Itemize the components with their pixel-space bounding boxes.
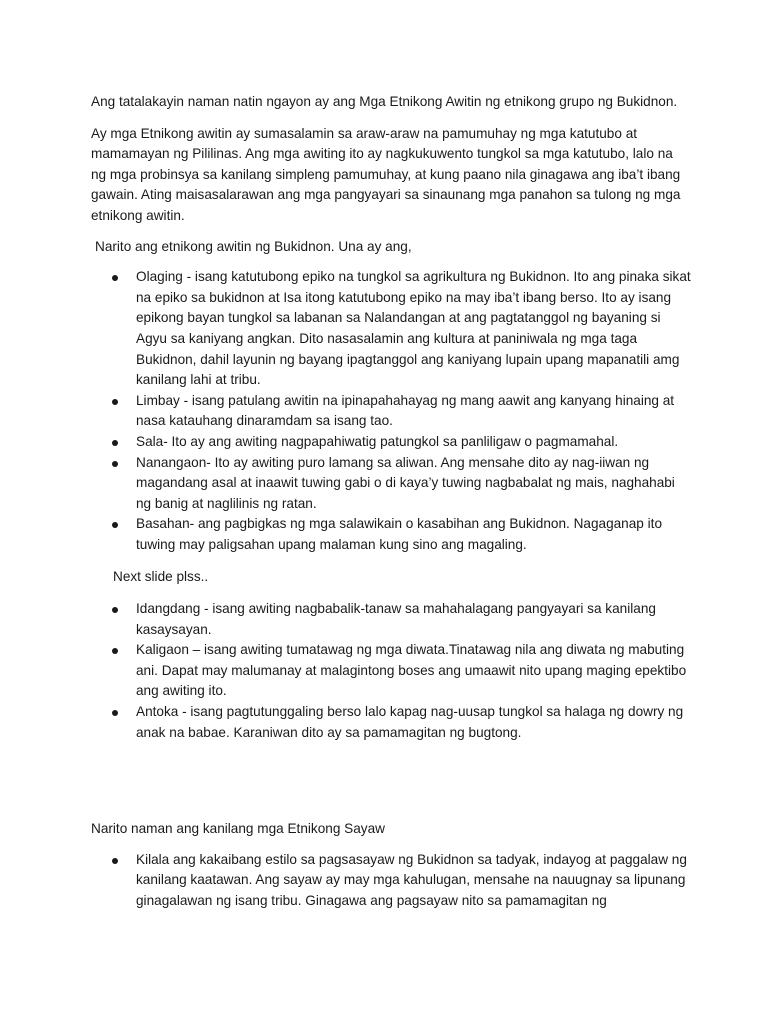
next-slide-note: Next slide plss.. (113, 569, 209, 585)
list-item (91, 514, 691, 555)
document-page (91, 92, 691, 912)
list-item (91, 267, 691, 391)
list-item (91, 391, 691, 432)
bullet-icon (112, 607, 118, 613)
list-item (91, 640, 691, 702)
list-item-text: Olaging - isang katutubong epiko na tungkol sa agrikultura ng Bukidnon. Ito ang pinaka sikat na epiko sa bukidnon at Isa itong katutubong epiko na may iba’t ibang berso. Ito ay isang epikong bayan tungkol sa labanan sa Nalandangan at ang pagtatanggol ng bayaning si Agyu sa kaniyang angkan. Dito nasasalamin ang kultura at paniniwala ng mga taga Bukidnon, dahil layunin ng bayang ipagtanggol ang kaniyang lupain upang mapanatili amg kanilang lahi at tribu. (136, 269, 691, 388)
list-item (91, 432, 691, 453)
bullet-icon (112, 440, 118, 446)
bullet-icon (112, 710, 118, 716)
list-item (91, 702, 691, 743)
list-item-text: Idangdang - isang awiting nagbabalik-tanaw sa mahahalagang pangyayari sa kanilang kasaysayan. (136, 601, 656, 637)
songs-list (91, 267, 691, 555)
bullet-icon (112, 522, 118, 528)
bullet-icon (112, 275, 118, 281)
list-item (91, 599, 691, 640)
bullet-icon (112, 461, 118, 467)
list-item (91, 850, 691, 912)
songs-lead: Narito ang etnikong awitin ng Bukidnon. Una ay ang, (95, 238, 412, 254)
list-item-text: Antoka - isang pagtutunggaling berso lalo kapag nag-uusap tungkol sa halaga ng dowry ng anak na babae. Karaniwan dito ay sa pamamagitan ng bugtong. (136, 704, 684, 740)
songs-list-2 (91, 599, 691, 743)
dances-list (91, 850, 691, 912)
bullet-icon (112, 399, 118, 405)
list-item-text: Basahan- ang pagbigkas ng mga salawikain o kasabihan ang Bukidnon. Nagaganap ito tuwing may paligsahan upang malaman kung sino ang magaling. (136, 516, 663, 552)
list-item-text: Kilala ang kakaibang estilo sa pagsasayaw ng Bukidnon sa tadyak, indayog at paggalaw ng kanilang kaatawan. Ang sayaw ay may mga kahulugan, mensahe na nauugnay sa lipunang ginagalawan ng isang tribu. Ginagawa ang pagsayaw nito sa pamamagitan ng (136, 851, 687, 908)
bullet-icon (112, 648, 118, 654)
list-item-text: Nanangaon- Ito ay awiting puro lamang sa aliwan. Ang mensahe dito ay nag-iiwan ng magandang asal at inaawit tuwing gabi o di kaya’y tuwing nagbabalat ng mais, naghahabi ng banig at naglilinis ng ratan. (136, 454, 675, 511)
list-item-text: Limbay - isang patulang awitin na ipinapahahayag ng mang aawit ang kanyang hinaing at nasa katauhang dinaramdam sa isang tao. (136, 392, 675, 429)
list-item-text: Sala- Ito ay ang awiting nagpapahiwatig patungkol sa panliligaw o pagmamahal. (136, 433, 619, 449)
intro-paragraph: Ang tatalakayin naman natin ngayon ay ang Mga Etnikong Awitin ng etnikong grupo ng Bukidnon. (91, 94, 678, 109)
list-item-text: Kaligaon – isang awiting tumatawag ng mga diwata.Tinatawag nila ang diwata ng mabuting ani. Dapat may malumanay at malagintong boses ang umaawit nito upang maging epektibo ang awiting ito. (136, 642, 687, 699)
bullet-icon (112, 858, 118, 864)
dance-heading: Narito naman ang kanilang mga Etnikong Sayaw (91, 821, 385, 837)
list-item (91, 453, 691, 515)
body-paragraph: Ay mga Etnikong awitin ay sumasalamin sa araw-araw na pamumuhay ng mga katutubo at mamamayan ng Pililinas. Ang mga awiting ito ay nagkukuwento tungkol sa mga katutubo, lalo na ng mga probinsya sa kanilang simpleng pamumuhay, at kung paano nila ginagawa ang iba’t ibang gawain. Ating maisasalarawan ang mga pangyayari sa sinaunang mga panahon sa tulong ng mga etnikong awitin. (91, 125, 681, 223)
